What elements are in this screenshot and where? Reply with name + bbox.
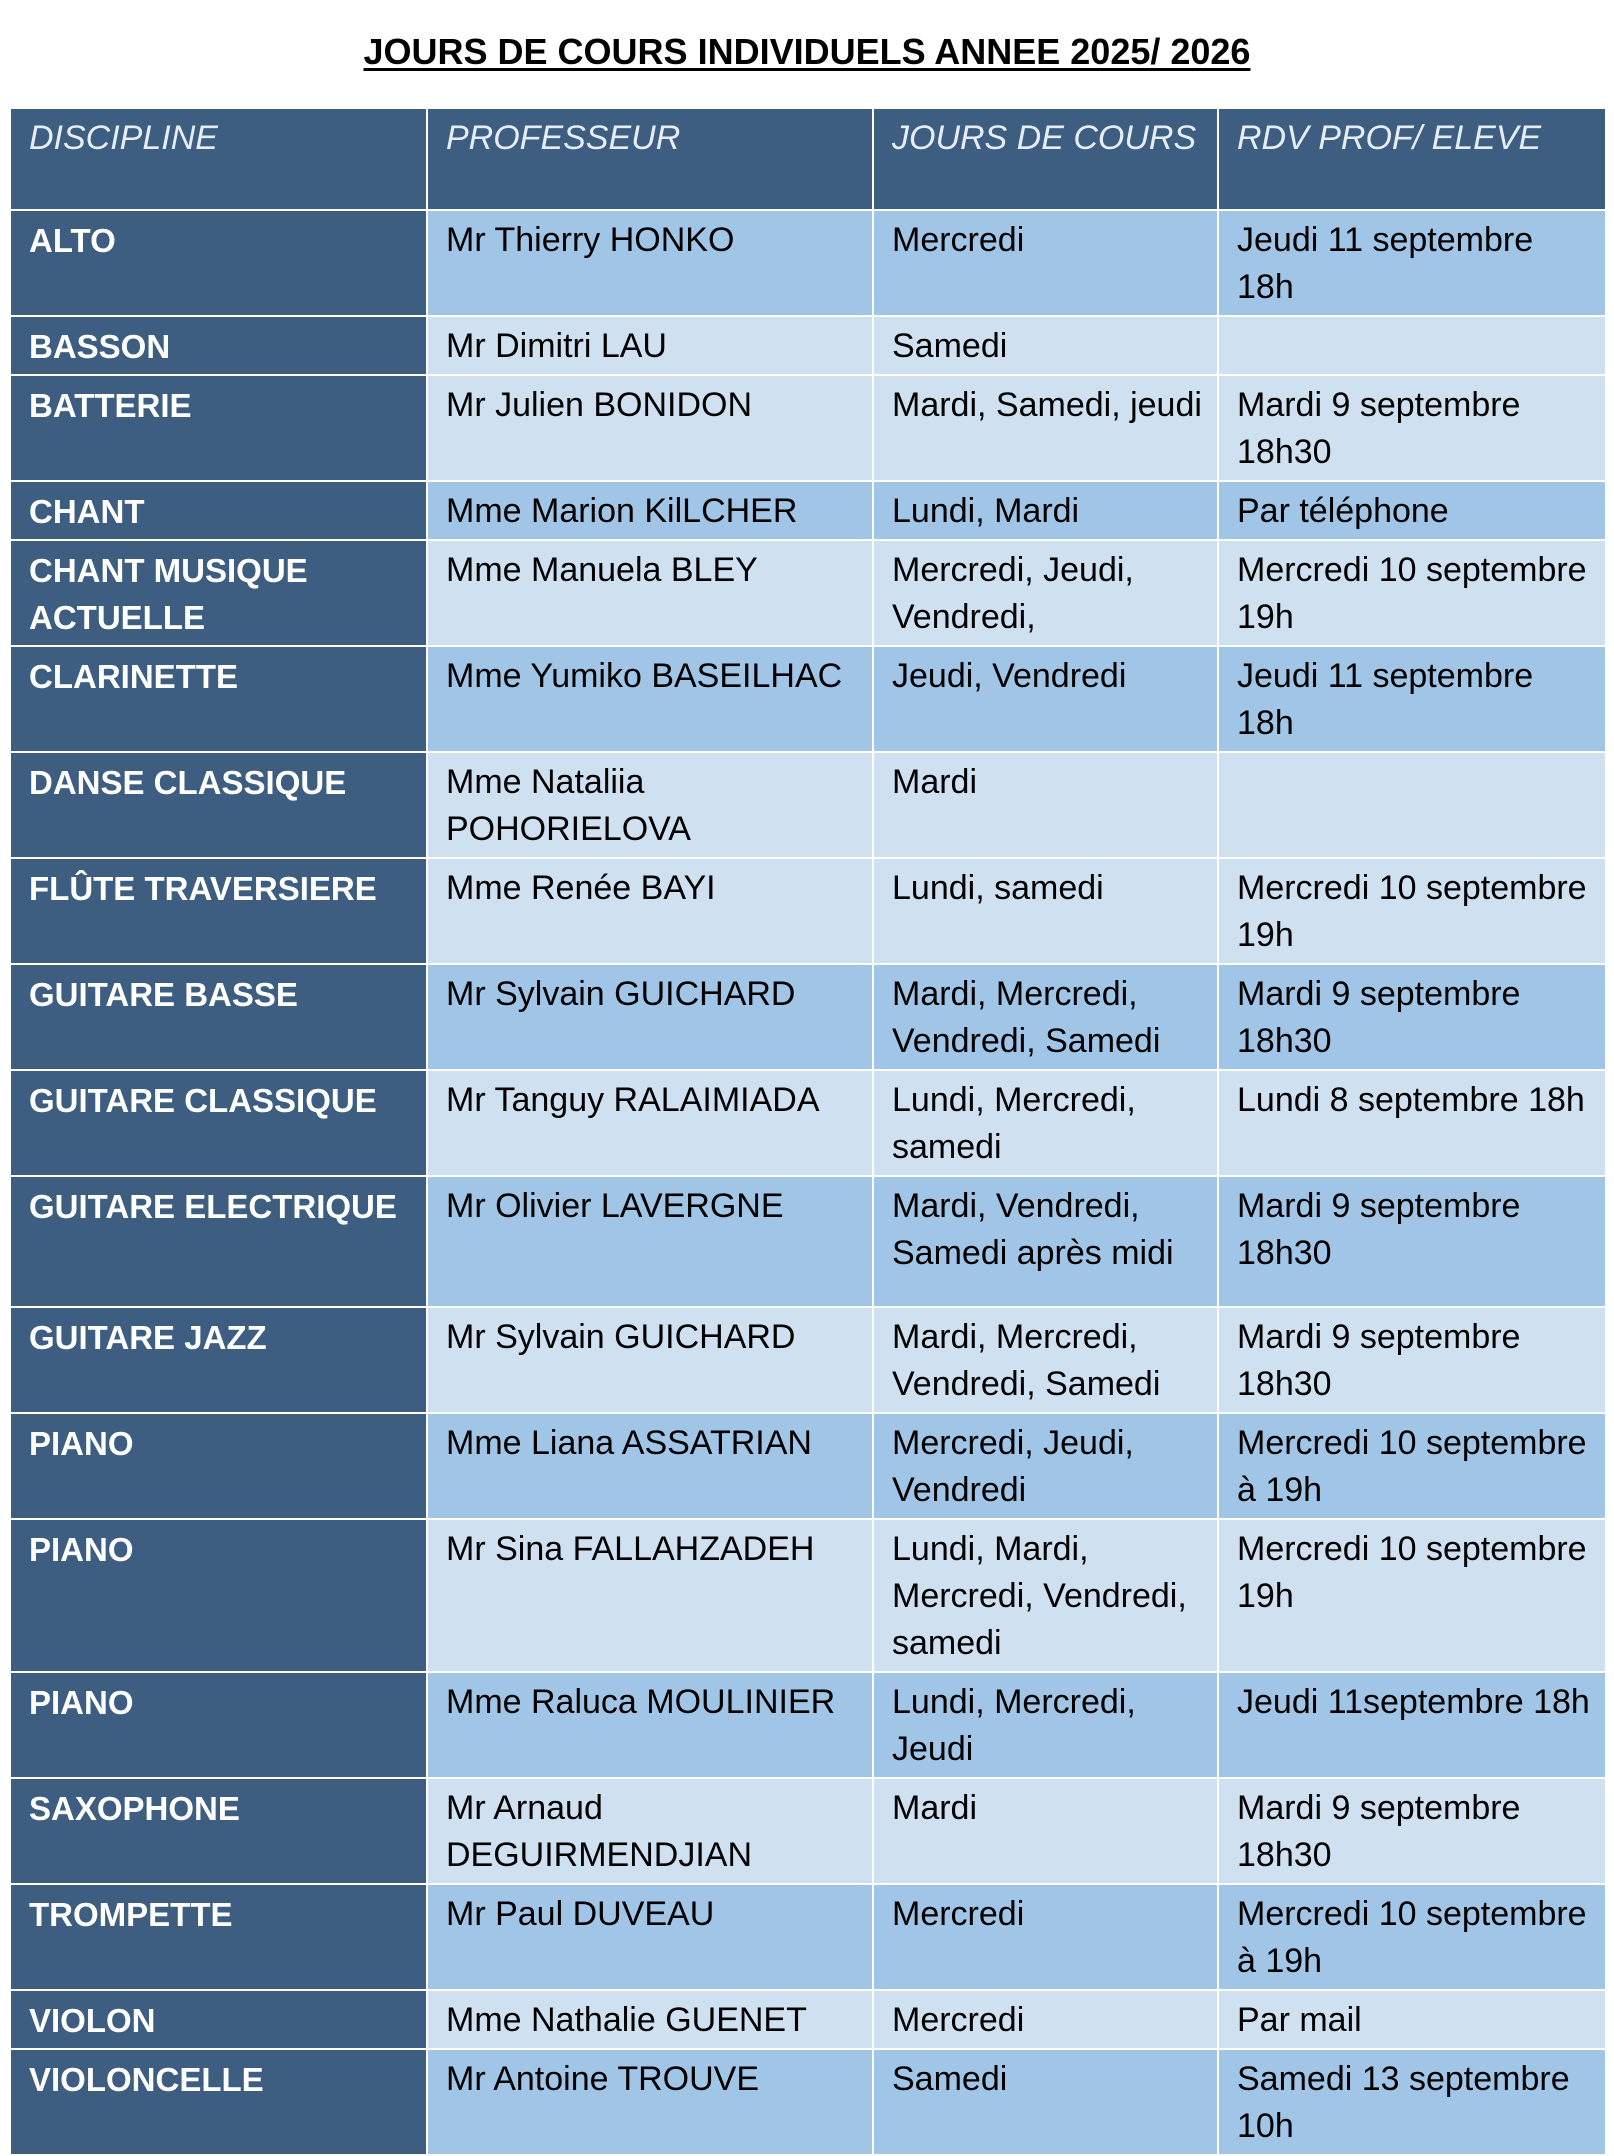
cell-jours: Lundi, Mardi, Mercredi, Vendredi, samedi — [873, 1519, 1218, 1672]
cell-jours: Mardi, Mercredi, Vendredi, Samedi — [873, 1307, 1218, 1413]
cell-professeur: Mme Nataliia POHORIELOVA — [427, 752, 873, 858]
cell-jours: Mardi, Vendredi, Samedi après midi — [873, 1176, 1218, 1307]
cell-professeur: Mr Sylvain GUICHARD — [427, 1307, 873, 1413]
cell-jours: Mardi — [873, 1778, 1218, 1884]
table-row — [10, 752, 1606, 858]
table-row — [10, 1672, 1606, 1778]
cell-jours: Jeudi, Vendredi — [873, 646, 1218, 752]
table-row — [10, 481, 1606, 540]
cell-professeur: Mme Marion KilLCHER — [427, 481, 873, 540]
table-row — [10, 858, 1606, 964]
cell-rdv — [1218, 316, 1606, 375]
cell-discipline: CLARINETTE — [10, 646, 427, 752]
table-row — [10, 1413, 1606, 1519]
cell-professeur: Mr Antoine TROUVE — [427, 2049, 873, 2155]
cell-jours: Lundi, samedi — [873, 858, 1218, 964]
cell-professeur: Mme Liana ASSATRIAN — [427, 1413, 873, 1519]
cell-jours: Mercredi, Jeudi, Vendredi — [873, 1413, 1218, 1519]
cell-professeur: Mme Yumiko BASEILHAC — [427, 646, 873, 752]
cell-rdv — [1218, 752, 1606, 858]
cell-professeur: Mme Manuela BLEY — [427, 540, 873, 646]
cell-rdv: Mardi 9 septembre 18h30 — [1218, 1778, 1606, 1884]
cell-rdv: Par téléphone — [1218, 481, 1606, 540]
cell-discipline: VIOLONCELLE — [10, 2049, 427, 2155]
table-header — [10, 108, 1606, 210]
cell-discipline: PIANO — [10, 1519, 427, 1672]
cell-jours: Lundi, Mercredi, Jeudi — [873, 1672, 1218, 1778]
cell-discipline: FLÛTE TRAVERSIERE — [10, 858, 427, 964]
table-row — [10, 1990, 1606, 2049]
cell-rdv: Par mail — [1218, 1990, 1606, 2049]
cell-jours: Samedi — [873, 2049, 1218, 2155]
header-row — [10, 108, 1606, 210]
cell-discipline: ALTO — [10, 210, 427, 316]
cell-discipline: CHANT — [10, 481, 427, 540]
table-row — [10, 1176, 1606, 1307]
table-row — [10, 1778, 1606, 1884]
table-row — [10, 210, 1606, 316]
cell-jours: Mercredi — [873, 210, 1218, 316]
cell-jours: Lundi, Mercredi, samedi — [873, 1070, 1218, 1176]
cell-discipline: GUITARE JAZZ — [10, 1307, 427, 1413]
table-row — [10, 1307, 1606, 1413]
table-body — [10, 210, 1606, 2155]
table-row — [10, 540, 1606, 646]
cell-professeur: Mme Raluca MOULINIER — [427, 1672, 873, 1778]
table-row — [10, 964, 1606, 1070]
schedule-table — [9, 107, 1607, 2156]
cell-rdv: Mardi 9 septembre 18h30 — [1218, 1176, 1606, 1307]
cell-discipline: DANSE CLASSIQUE — [10, 752, 427, 858]
cell-discipline: GUITARE ELECTRIQUE — [10, 1176, 427, 1307]
cell-professeur: Mr Julien BONIDON — [427, 375, 873, 481]
cell-jours: Mercredi — [873, 1990, 1218, 2049]
cell-rdv: Mardi 9 septembre 18h30 — [1218, 964, 1606, 1070]
cell-rdv: Samedi 13 septembre 10h — [1218, 2049, 1606, 2155]
cell-discipline: PIANO — [10, 1672, 427, 1778]
cell-discipline: PIANO — [10, 1413, 427, 1519]
header-professeur: PROFESSEUR — [427, 108, 873, 210]
cell-professeur: Mr Olivier LAVERGNE — [427, 1176, 873, 1307]
table-row — [10, 1884, 1606, 1990]
cell-professeur: Mr Arnaud DEGUIRMENDJIAN — [427, 1778, 873, 1884]
table-row — [10, 375, 1606, 481]
table-row — [10, 2049, 1606, 2155]
page-title — [0, 30, 1614, 74]
page-title-text: JOURS DE COURS INDIVIDUELS ANNEE 2025/ 2026 — [363, 31, 1251, 72]
cell-professeur: Mme Renée BAYI — [427, 858, 873, 964]
cell-rdv: Lundi 8 septembre 18h — [1218, 1070, 1606, 1176]
cell-professeur: Mme Nathalie GUENET — [427, 1990, 873, 2049]
table-row — [10, 1070, 1606, 1176]
cell-rdv: Mercredi 10 septembre à 19h — [1218, 1884, 1606, 1990]
cell-rdv: Mercredi 10 septembre 19h — [1218, 540, 1606, 646]
cell-jours: Lundi, Mardi — [873, 481, 1218, 540]
table-row — [10, 646, 1606, 752]
cell-rdv: Jeudi 11 septembre 18h — [1218, 210, 1606, 316]
header-jours: JOURS DE COURS — [873, 108, 1218, 210]
cell-rdv: Mercredi 10 septembre 19h — [1218, 858, 1606, 964]
cell-rdv: Mercredi 10 septembre 19h — [1218, 1519, 1606, 1672]
cell-discipline: GUITARE BASSE — [10, 964, 427, 1070]
cell-professeur: Mr Thierry HONKO — [427, 210, 873, 316]
cell-professeur: Mr Dimitri LAU — [427, 316, 873, 375]
header-discipline: DISCIPLINE — [10, 108, 427, 210]
cell-rdv: Mardi 9 septembre 18h30 — [1218, 1307, 1606, 1413]
cell-professeur: Mr Paul DUVEAU — [427, 1884, 873, 1990]
cell-discipline: GUITARE CLASSIQUE — [10, 1070, 427, 1176]
cell-discipline: BATTERIE — [10, 375, 427, 481]
cell-jours: Mardi — [873, 752, 1218, 858]
cell-discipline: VIOLON — [10, 1990, 427, 2049]
cell-professeur: Mr Sylvain GUICHARD — [427, 964, 873, 1070]
cell-rdv: Jeudi 11 septembre 18h — [1218, 646, 1606, 752]
cell-jours: Mardi, Samedi, jeudi — [873, 375, 1218, 481]
cell-rdv: Mercredi 10 septembre à 19h — [1218, 1413, 1606, 1519]
cell-jours: Mercredi, Jeudi, Vendredi, — [873, 540, 1218, 646]
header-rdv: RDV PROF/ ELEVE — [1218, 108, 1606, 210]
cell-discipline: BASSON — [10, 316, 427, 375]
cell-jours: Mercredi — [873, 1884, 1218, 1990]
table-row — [10, 316, 1606, 375]
cell-discipline: TROMPETTE — [10, 1884, 427, 1990]
table-row — [10, 1519, 1606, 1672]
cell-rdv: Mardi 9 septembre 18h30 — [1218, 375, 1606, 481]
cell-discipline: SAXOPHONE — [10, 1778, 427, 1884]
cell-jours: Mardi, Mercredi, Vendredi, Samedi — [873, 964, 1218, 1070]
cell-professeur: Mr Tanguy RALAIMIADA — [427, 1070, 873, 1176]
cell-discipline: CHANT MUSIQUE ACTUELLE — [10, 540, 427, 646]
cell-jours: Samedi — [873, 316, 1218, 375]
cell-rdv: Jeudi 11septembre 18h — [1218, 1672, 1606, 1778]
cell-professeur: Mr Sina FALLAHZADEH — [427, 1519, 873, 1672]
